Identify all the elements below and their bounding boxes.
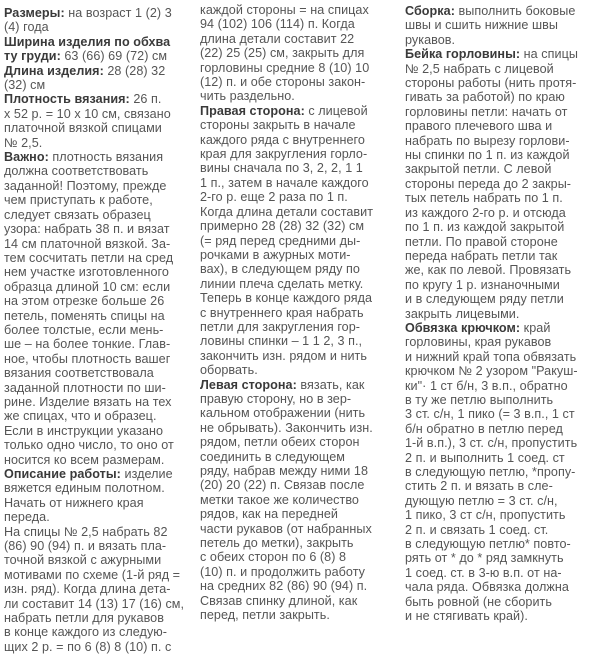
line-text: Начать от нижнего края xyxy=(4,495,144,510)
text-line xyxy=(200,565,400,579)
section-heading: Длина изделия: xyxy=(4,63,104,78)
line-text: стить 2 п. и вязать в сле- xyxy=(405,479,553,494)
section-heading-line xyxy=(405,47,600,61)
text-line xyxy=(405,62,600,76)
text-line xyxy=(405,595,600,609)
line-text: (32) см xyxy=(4,78,46,93)
section-heading: Левая сторона: xyxy=(200,377,297,392)
text-line xyxy=(4,510,197,524)
line-text: рочками в ажурных моти- xyxy=(200,247,351,262)
line-text: выполнить боковые xyxy=(454,4,576,18)
text-line xyxy=(200,478,400,492)
line-text: ли составит 14 (13) 17 (16) см, xyxy=(4,596,185,611)
text-line xyxy=(405,465,600,479)
text-line xyxy=(200,522,400,536)
line-text: б/н обратно в петлю перед xyxy=(405,421,563,436)
line-text: вязания соответствовала xyxy=(4,366,154,381)
text-line xyxy=(200,464,400,478)
line-text: края для закругления горло- xyxy=(200,147,368,162)
section-heading-line xyxy=(4,150,197,164)
text-line xyxy=(4,582,197,596)
line-text: 2 п. и выполнить 1 соед. ст xyxy=(405,450,565,465)
text-line xyxy=(4,640,197,654)
text-line xyxy=(200,262,400,276)
line-text: в ту же петлю выполнить xyxy=(405,392,554,407)
line-text: следует связать образец xyxy=(4,207,151,222)
line-text: изделие xyxy=(120,467,173,481)
text-line xyxy=(405,523,600,537)
line-text: 3 ст. с/н, 1 пико (= 3 в.п., 1 ст xyxy=(405,407,575,422)
line-text: на спицы xyxy=(520,47,578,62)
text-line xyxy=(405,220,600,234)
line-text: заданной! Поэтому, прежде xyxy=(4,178,167,193)
text-line xyxy=(405,134,600,148)
line-text: чем приступать к работе, xyxy=(4,193,153,208)
line-text: 63 (66) 69 (72) см xyxy=(60,49,168,64)
text-line xyxy=(405,537,600,551)
line-text: щих 2 р. = по 6 (8) 8 (10) п. с xyxy=(4,639,172,654)
text-line xyxy=(405,422,600,436)
line-text: петель, поменять спицы на xyxy=(4,308,165,323)
text-line xyxy=(405,18,600,32)
text-line xyxy=(200,176,400,190)
line-text: х 52 р. = 10 х 10 см, связано xyxy=(4,106,171,121)
line-text: по 1 п. из каждой закрытой xyxy=(405,220,565,235)
text-line xyxy=(200,392,400,406)
text-line xyxy=(405,191,600,205)
line-text: (86) 90 (94) п. и вязать пла- xyxy=(4,539,167,554)
text-line xyxy=(405,393,600,407)
line-text: же спицах, что и образец. xyxy=(4,409,157,424)
line-text: горловины петли: начать от xyxy=(405,104,568,119)
text-line xyxy=(4,438,197,452)
line-text: с внутреннего края набрать xyxy=(200,305,364,320)
line-text: же, как по левой. Провязать xyxy=(405,263,572,278)
line-text: перед, петли закрыть. xyxy=(200,608,330,623)
line-text: № 2,5. xyxy=(4,135,43,150)
text-line xyxy=(4,366,197,380)
line-text: 2-го р. еще 2 раза по 1 п. xyxy=(200,190,348,205)
section-heading-line xyxy=(4,467,197,481)
text-line xyxy=(405,379,600,393)
text-line xyxy=(405,119,600,133)
text-line xyxy=(200,46,400,60)
text-line xyxy=(200,450,400,464)
text-line xyxy=(4,525,197,539)
line-text: рядов, как на передней xyxy=(200,507,338,522)
line-text: закрыть лицевыми. xyxy=(405,306,520,321)
line-text: 1 соед. ст. в 3-ю в.п. от на- xyxy=(405,565,562,580)
text-line xyxy=(405,494,600,508)
text-line xyxy=(200,277,400,291)
line-text: 1 пико, 3 ст с/н, пропустить xyxy=(405,508,566,523)
line-text: 1 п., затем в начале каждого xyxy=(200,175,369,190)
text-line xyxy=(4,20,197,34)
line-text: край xyxy=(520,320,551,335)
text-line xyxy=(405,235,600,249)
text-line xyxy=(405,609,600,623)
text-line xyxy=(405,33,600,47)
text-line xyxy=(405,508,600,522)
line-text: стороны переда до 2 закры- xyxy=(405,176,572,191)
line-text: не обрывать). Закончить изн. xyxy=(200,420,373,435)
line-text: примерно 28 (28) 32 (32) см xyxy=(200,219,365,234)
line-text: рукавов. xyxy=(405,32,456,47)
line-text: горловины средние 8 (10) 10 xyxy=(200,60,370,75)
text-line xyxy=(4,193,197,207)
text-line xyxy=(200,61,400,75)
text-line xyxy=(405,148,600,162)
text-line xyxy=(4,568,197,582)
text-line xyxy=(405,278,600,292)
text-line xyxy=(200,219,400,233)
section-heading-line xyxy=(405,321,600,335)
line-text: 94 (102) 106 (114) п. Когда xyxy=(200,17,355,32)
line-text: Теперь в конце каждого ряда xyxy=(200,291,373,306)
line-text: быть ровной (не сборить xyxy=(405,594,552,609)
text-line xyxy=(4,309,197,323)
line-text: ны спинки по 1 п. из каждой xyxy=(405,148,570,163)
line-text: переда. xyxy=(4,510,50,525)
text-line xyxy=(405,249,600,263)
text-line xyxy=(200,579,400,593)
text-line xyxy=(200,75,400,89)
line-text: правого плечевого шва и xyxy=(405,119,553,134)
line-text: в конце каждого из следую- xyxy=(4,625,168,640)
text-line xyxy=(4,294,197,308)
text-line xyxy=(4,208,197,222)
line-text: дующую петлю = 3 ст. с/н, xyxy=(405,493,558,508)
text-line xyxy=(4,395,197,409)
line-text: петель до метки), закрыть xyxy=(200,536,354,551)
line-text: вяжется единым полотном. xyxy=(4,481,165,496)
line-text: точной вязкой с ажурными xyxy=(4,553,162,568)
line-text: метки такое же количество xyxy=(200,492,359,507)
line-text: (10) п. и продолжить работу xyxy=(200,564,366,579)
line-text: с лицевой xyxy=(304,103,368,118)
line-text: каждой стороны = на спицах xyxy=(200,3,369,17)
text-line xyxy=(4,179,197,193)
line-text: изн. ряд). Когда длина дета- xyxy=(4,582,171,597)
text-line xyxy=(200,550,400,564)
line-text: На спицы № 2,5 набрать 82 xyxy=(4,524,168,539)
text-line xyxy=(200,133,400,147)
text-line xyxy=(200,334,400,348)
text-line xyxy=(200,349,400,363)
text-line xyxy=(4,107,197,121)
line-text: части рукавов (от набранных xyxy=(200,521,372,536)
line-text: ше – на более тонкие. Глав- xyxy=(4,337,171,352)
line-text: в следующую петлю, *пропу- xyxy=(405,465,576,479)
line-text: стороны закрыть в начале xyxy=(200,118,356,133)
text-line xyxy=(200,147,400,161)
section-heading-line xyxy=(4,49,197,63)
text-line xyxy=(4,553,197,567)
text-line xyxy=(200,507,400,521)
line-text: стороны работы (нить протя- xyxy=(405,76,577,91)
line-text: носится ко всем размерам. xyxy=(4,452,165,467)
text-column-right xyxy=(405,4,600,623)
text-line xyxy=(405,292,600,306)
text-line xyxy=(200,406,400,420)
line-text: чала ряда. Обвязка должна xyxy=(405,580,569,595)
section-heading: Сборка: xyxy=(405,4,455,18)
line-text: закончить изн. рядом и нить xyxy=(200,348,367,363)
text-line xyxy=(405,105,600,119)
line-text: из каждого 2-го р. и отсюда xyxy=(405,205,566,220)
section-heading: Описание работы: xyxy=(4,467,121,481)
line-text: заданной плотности по ши- xyxy=(4,380,166,395)
line-text: плотность вязания xyxy=(48,150,164,165)
section-heading: Ширина изделия по обхва xyxy=(4,34,171,49)
line-text: № 2,5 набрать с лицевой xyxy=(405,61,554,76)
line-text: вах), в следующем ряду по xyxy=(200,262,360,277)
text-line xyxy=(200,190,400,204)
line-text: на возраст 1 (2) 3 xyxy=(64,6,172,20)
line-text: переда набрать петли так xyxy=(405,248,558,263)
text-line xyxy=(4,481,197,495)
line-text: Связав спинку длиной, как xyxy=(200,593,358,608)
line-text: (22) 25 (25) см, закрыть для xyxy=(200,46,365,61)
text-column-left xyxy=(4,6,197,654)
text-line xyxy=(200,536,400,550)
line-text: каждого ряда с внутреннего xyxy=(200,132,365,147)
text-line xyxy=(200,118,400,132)
line-text: набрать петли для рукавов xyxy=(4,611,164,626)
section-heading-line xyxy=(4,35,197,49)
section-heading: Важно: xyxy=(4,150,49,165)
section-heading-line xyxy=(4,64,197,78)
line-text: (4) года xyxy=(4,20,49,35)
text-line xyxy=(200,205,400,219)
text-line xyxy=(405,364,600,378)
text-line xyxy=(200,594,400,608)
line-text: соединить в следующем xyxy=(200,449,345,464)
text-line xyxy=(4,424,197,438)
line-text: мотивами по схеме (1-й ряд = xyxy=(4,567,181,582)
section-heading: ту груди: xyxy=(4,49,61,64)
text-line xyxy=(405,436,600,450)
line-text: рине. Изделие вязать на тех xyxy=(4,394,172,409)
line-text: нем участке изготовленного xyxy=(4,265,169,280)
text-line xyxy=(200,291,400,305)
line-text: рять от * до * ряд замкнуть xyxy=(405,551,564,566)
line-text: с обеих сторон по 6 (8) 8 xyxy=(200,550,347,565)
text-line xyxy=(200,32,400,46)
line-text: и не стягивать край). xyxy=(405,609,528,624)
section-heading-line xyxy=(4,92,197,106)
line-text: Если в инструкции указано xyxy=(4,423,164,438)
line-text: по кругу 1 р. изнаночными xyxy=(405,277,560,292)
line-text: оборвать. xyxy=(200,363,258,378)
line-text: и нижний край топа обвязать xyxy=(405,349,577,364)
line-text: образца длиной 10 см: если xyxy=(4,279,171,294)
text-line xyxy=(4,611,197,625)
text-line xyxy=(4,409,197,423)
text-line xyxy=(405,162,600,176)
text-line xyxy=(200,435,400,449)
text-line xyxy=(4,496,197,510)
line-text: 1-й в.п.), 3 ст. с/н, пропустить xyxy=(405,436,578,451)
line-text: на этом отрезке больше 26 xyxy=(4,294,165,309)
text-line xyxy=(200,248,400,262)
line-text: платочной вязкой спицами xyxy=(4,121,162,136)
text-line xyxy=(200,608,400,622)
text-line xyxy=(405,479,600,493)
line-text: длина детали составит 22 xyxy=(200,31,355,46)
section-heading-line xyxy=(200,104,400,118)
line-text: Когда длина детали составит xyxy=(200,204,374,219)
line-text: ки"· 1 ст б/н, 3 в.п., обратно xyxy=(405,378,568,393)
text-line xyxy=(405,566,600,580)
line-text: 26 п. xyxy=(129,92,162,107)
text-line xyxy=(200,89,400,103)
text-line xyxy=(4,237,197,251)
line-text: петли. По правой стороне xyxy=(405,234,558,249)
section-heading: Правая сторона: xyxy=(200,103,305,118)
line-text: рядом, петли обеих сторон xyxy=(200,435,360,450)
text-line xyxy=(200,363,400,377)
line-text: должна соответствовать xyxy=(4,164,149,179)
section-heading: Плотность вязания: xyxy=(4,92,130,107)
line-text: горловины, края рукавов xyxy=(405,335,552,350)
line-text: закрытой петли. С левой xyxy=(405,162,552,177)
section-heading-line xyxy=(200,378,400,392)
section-heading-line xyxy=(405,4,600,18)
text-line xyxy=(200,320,400,334)
line-text: только одно число, то оно от xyxy=(4,438,174,453)
text-line xyxy=(200,161,400,175)
line-text: и в следующем ряду петли xyxy=(405,292,564,307)
line-text: линии плеча сделать метку. xyxy=(200,276,364,291)
line-text: чить раздельно. xyxy=(200,89,295,104)
section-heading: Размеры: xyxy=(4,6,65,20)
text-line xyxy=(405,206,600,220)
text-column-middle xyxy=(200,3,400,622)
text-line xyxy=(4,337,197,351)
text-line xyxy=(405,307,600,321)
line-text: (= ряд перед средними ды- xyxy=(200,233,361,248)
text-line xyxy=(4,121,197,135)
text-line xyxy=(200,234,400,248)
text-line xyxy=(4,265,197,279)
line-text: 2 п. и связать 1 соед. ст. xyxy=(405,522,549,537)
section-heading-line xyxy=(4,6,197,20)
text-line xyxy=(4,352,197,366)
line-text: тых петель набрать по 1 п. xyxy=(405,191,563,206)
text-line xyxy=(200,306,400,320)
text-line xyxy=(4,78,197,92)
text-line xyxy=(405,580,600,594)
text-line xyxy=(200,421,400,435)
line-text: гивать за работой) по краю xyxy=(405,90,565,105)
text-line xyxy=(4,381,197,395)
text-line xyxy=(4,164,197,178)
line-text: более толстые, если мень- xyxy=(4,322,164,337)
line-text: 14 см платочной вязкой. За- xyxy=(4,236,171,251)
line-text: швы и сшить нижние швы xyxy=(405,18,558,33)
line-text: кальном отображении (нить xyxy=(200,406,366,421)
text-line xyxy=(405,407,600,421)
line-text: 28 (28) 32 xyxy=(103,63,166,78)
line-text: (12) п. и обе стороны закон- xyxy=(200,75,366,90)
text-line xyxy=(4,280,197,294)
line-text: в следующую петлю* повто- xyxy=(405,537,571,552)
line-text: ловины спинки – 1 1 2, 3 п., xyxy=(200,334,363,349)
line-text: вины сначала по 3, 2, 2, 1 1 xyxy=(200,161,363,176)
line-text: тем сосчитать петли на сред xyxy=(4,250,174,265)
section-heading: Обвязка крючком: xyxy=(405,320,521,335)
text-line xyxy=(4,539,197,553)
line-text: (20) 20 (22) п. Связав после xyxy=(200,478,365,493)
line-text: ное, чтобы плотность вашег xyxy=(4,351,171,366)
text-line xyxy=(405,76,600,90)
text-line xyxy=(405,90,600,104)
line-text: вязать, как xyxy=(296,377,365,392)
text-line xyxy=(4,136,197,150)
text-line xyxy=(405,551,600,565)
line-text: правую сторону, но в зер- xyxy=(200,391,352,406)
line-text: набрать по вырезу горлови- xyxy=(405,133,570,148)
text-line xyxy=(405,335,600,349)
text-line xyxy=(4,222,197,236)
line-text: крючком № 2 узором "Ракуш- xyxy=(405,364,578,379)
line-text: ряду, набрав между ними 18 xyxy=(200,464,369,478)
line-text: на средних 82 (86) 90 (94) п. xyxy=(200,579,368,594)
line-text: узора: набрать 38 п. и вязат xyxy=(4,222,170,237)
section-heading: Бейка горловины: xyxy=(405,47,521,62)
text-line xyxy=(4,251,197,265)
text-line xyxy=(405,451,600,465)
text-line xyxy=(200,17,400,31)
text-line xyxy=(4,453,197,467)
text-line xyxy=(405,177,600,191)
text-line xyxy=(4,323,197,337)
line-text: петли для закругления гор- xyxy=(200,319,361,334)
text-line xyxy=(405,350,600,364)
text-line xyxy=(200,493,400,507)
text-line xyxy=(200,3,400,17)
text-line xyxy=(405,263,600,277)
text-line xyxy=(4,625,197,639)
text-line xyxy=(4,597,197,611)
